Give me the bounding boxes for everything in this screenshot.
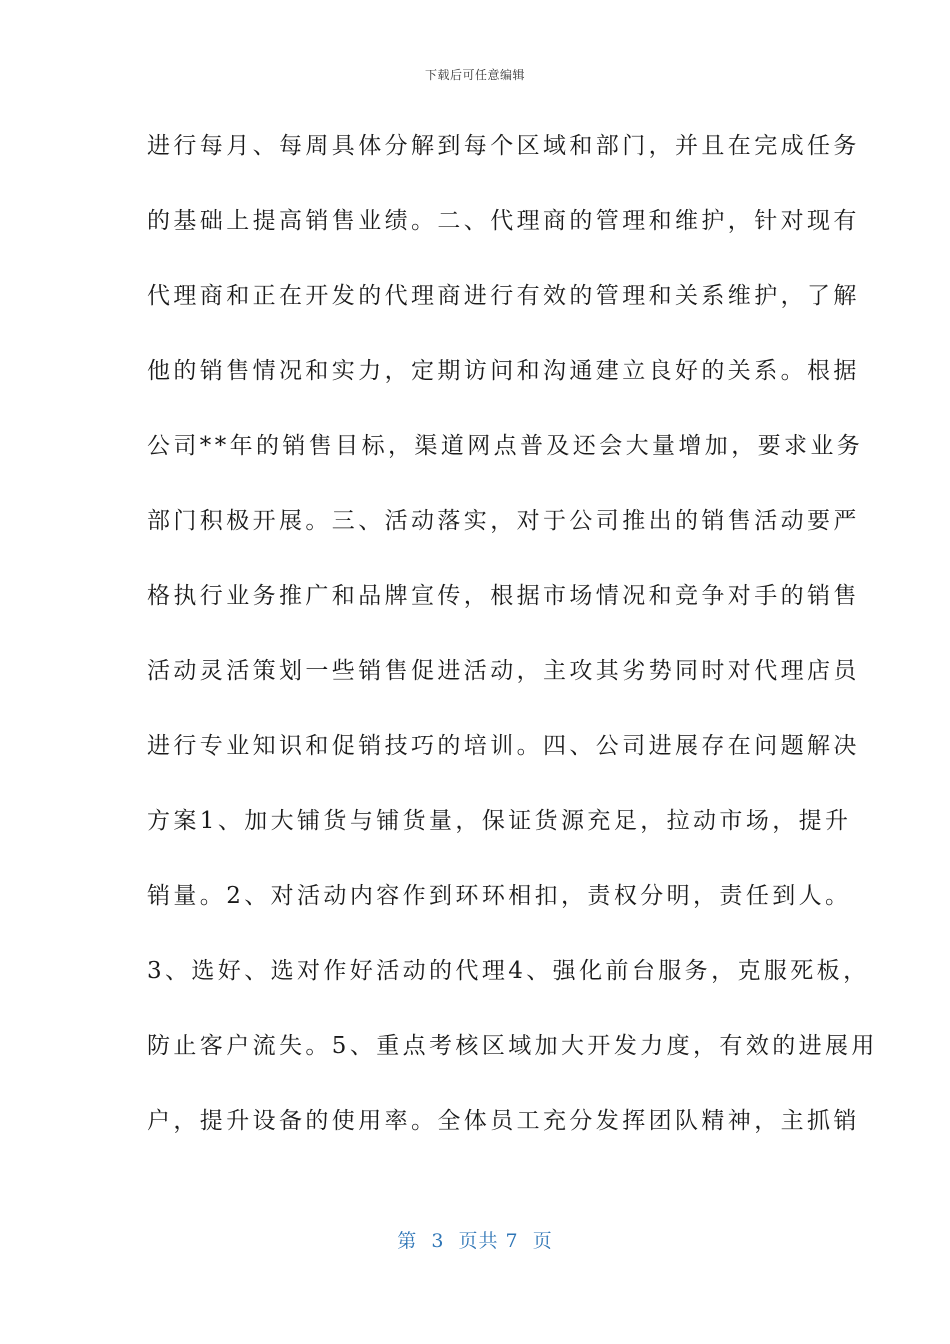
page-number-footer: 第 3 页共 7 页 [397,1230,553,1252]
body-line: 代理商和正在开发的代理商进行有效的管理和关系维护，了解 [147,283,860,309]
page-header: 下载后可任意编辑 [424,68,525,82]
body-line: 公司**年的销售目标，渠道网点普及还会大量增加，要求业务 [147,433,864,459]
body-line: 3、选好、选对作好活动的代理4、强化前台服务，克服死板， [147,958,870,984]
body-line: 的基础上提高销售业绩。二、代理商的管理和维护，针对现有 [147,208,860,234]
body-line: 格执行业务推广和品牌宣传，根据市场情况和竞争对手的销售 [147,583,860,609]
body-line: 他的销售情况和实力，定期访问和沟通建立良好的关系。根据 [147,358,860,384]
body-line: 方案1、加大铺货与铺货量，保证货源充足，拉动市场，提升 [147,808,852,834]
body-line: 防止客户流失。5、重点考核区域加大开发力度，有效的进展用 [147,1033,878,1059]
body-line: 销量。2、对活动内容作到环环相扣，责权分明，责任到人。 [147,883,852,909]
body-line: 进行每月、每周具体分解到每个区域和部门，并且在完成任务 [147,133,860,159]
body-text [147,122,878,1172]
body-line: 活动灵活策划一些销售促进活动，主攻其劣势同时对代理店员 [147,658,860,684]
body-line: 户，提升设备的使用率。全体员工充分发挥团队精神，主抓销 [147,1108,860,1134]
body-line: 进行专业知识和促销技巧的培训。四、公司进展存在问题解决 [147,733,860,759]
body-line: 部门积极开展。三、活动落实，对于公司推出的销售活动要严 [147,508,860,534]
